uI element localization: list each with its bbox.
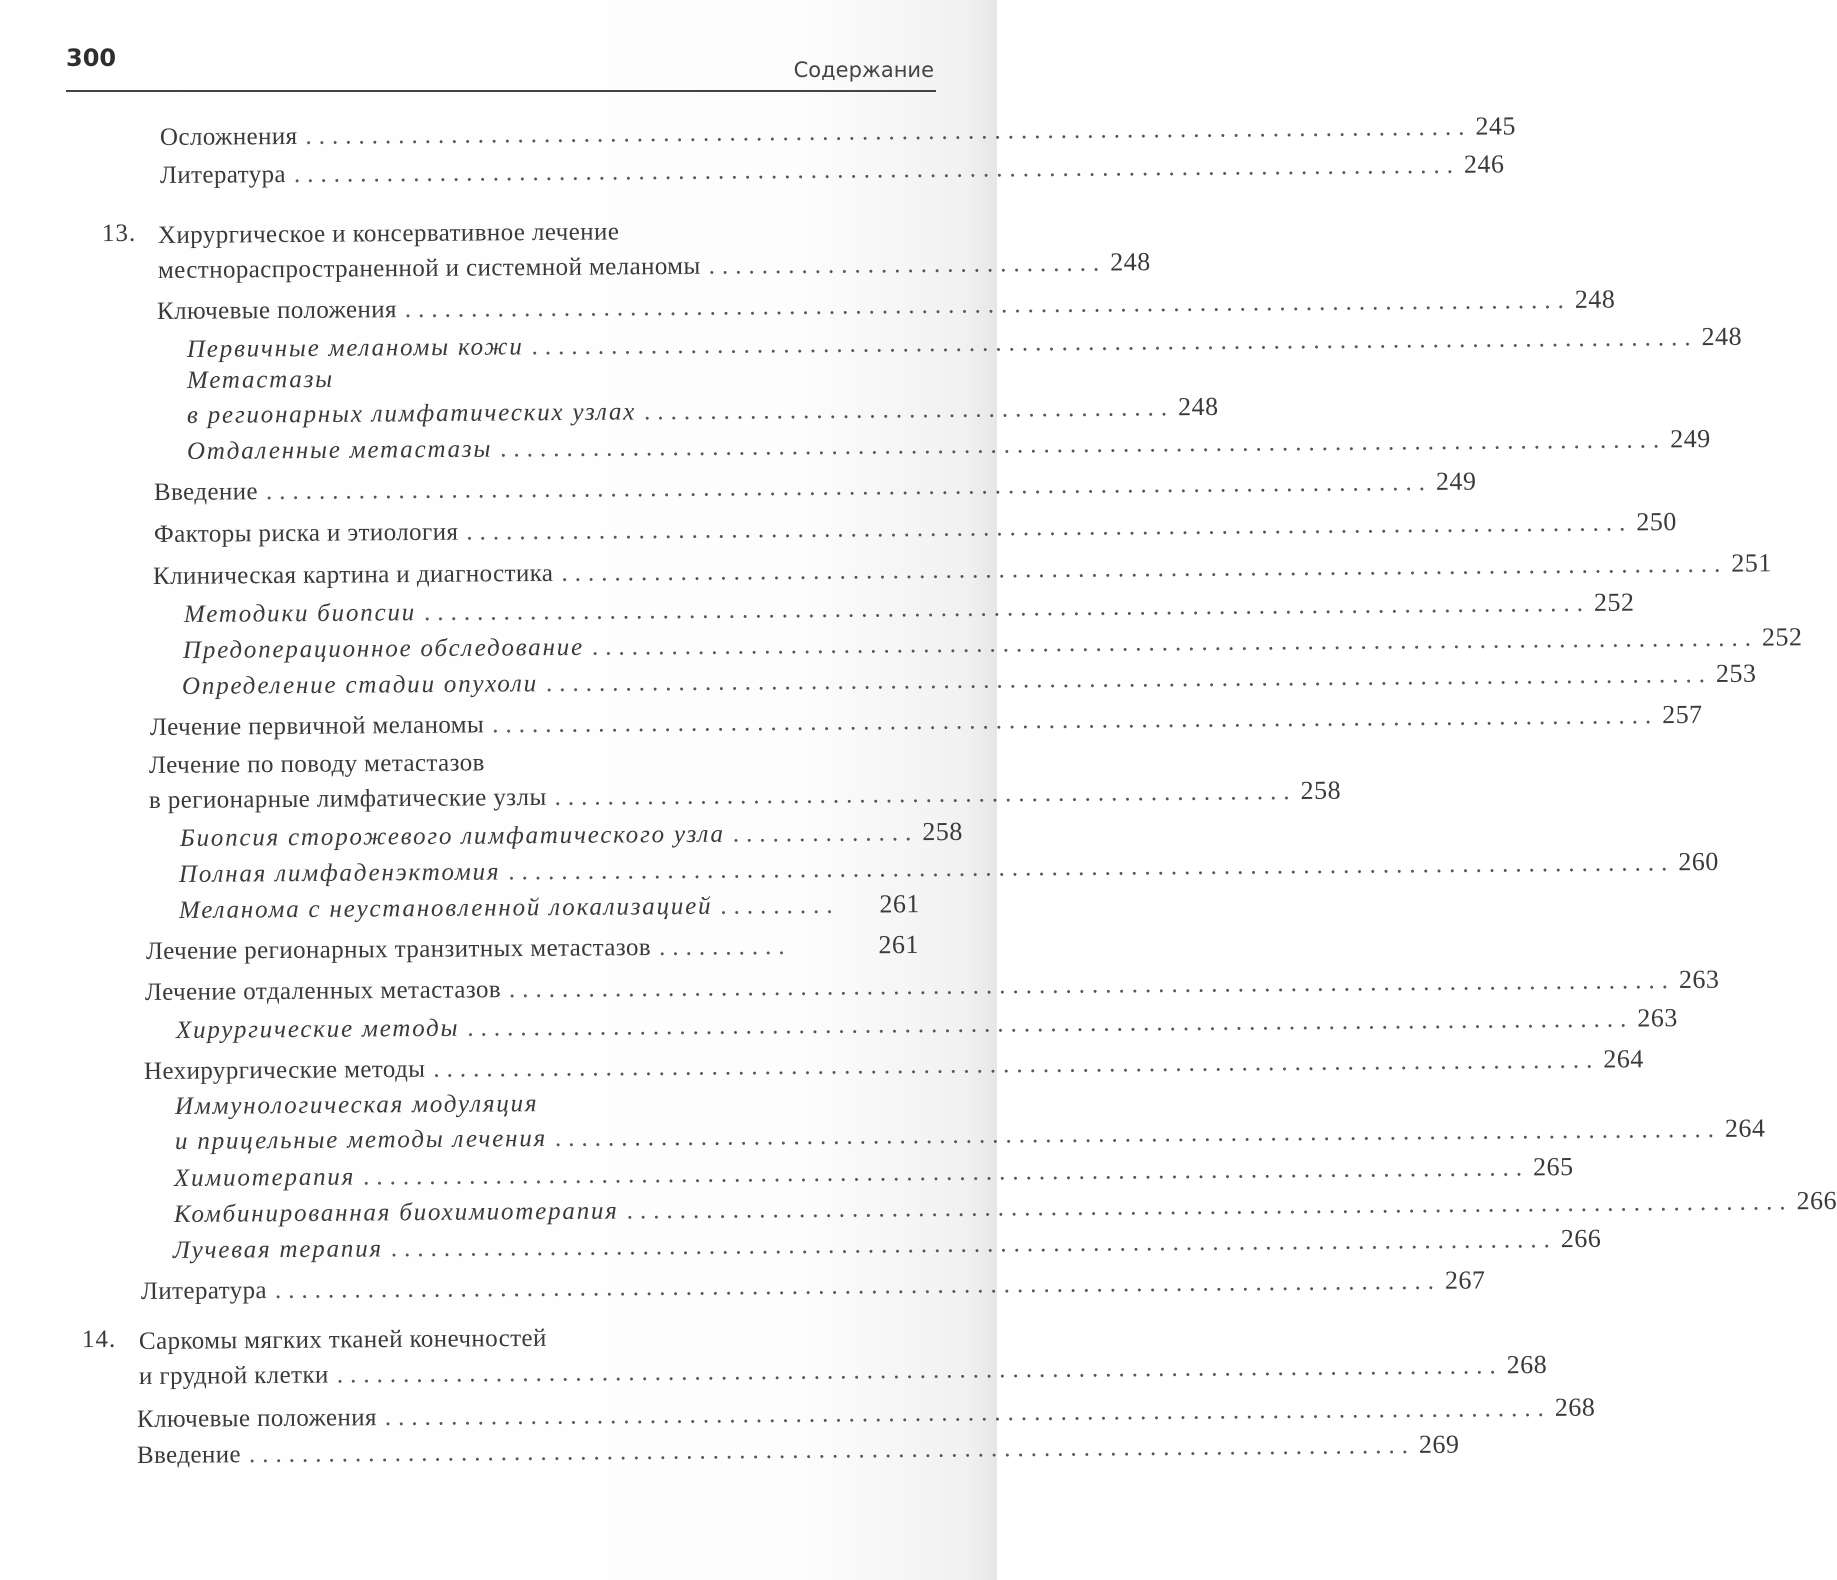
toc-entry-page: 266 (1796, 1185, 1837, 1216)
toc-entry-regional-mets (186, 391, 1219, 434)
toc-entry-clinical (152, 548, 1772, 595)
toc-entry-page: 248 (1701, 321, 1743, 352)
toc-entry-title: Предоперационное обследование (182, 633, 585, 664)
toc-entry-page: 249 (1435, 466, 1477, 496)
toc-entry-title: Отдаленные метастазы (186, 435, 493, 465)
toc-entry-preop (182, 622, 1803, 669)
toc-leader-dots: ........................................................................................ (561, 550, 1728, 587)
toc-leader-dots: ........................................................................................ (423, 589, 1591, 627)
toc-leader-dots: ........................................................................................ (362, 1154, 1530, 1191)
toc-entry-complications (159, 111, 1517, 156)
toc-entry-transit (146, 930, 919, 970)
toc-entry-title: Осложнения (159, 122, 298, 151)
toc-entry-page: 264 (1603, 1044, 1644, 1074)
toc-entry-title-line: Метастазы (186, 365, 335, 394)
toc-leader-dots: ........................................................................................ (390, 1226, 1557, 1263)
toc-leader-dots: ........................................................ (554, 777, 1297, 811)
toc-entry-page: 257 (1662, 699, 1703, 730)
toc-entry-title: Введение (136, 1441, 242, 1469)
toc-entry-primary-skin (186, 321, 1743, 368)
toc-entry-page: 268 (1554, 1392, 1596, 1422)
toc-leader-dots: ........................................................................................ (466, 509, 1633, 546)
toc-entry-title: Факторы риска и этиология (153, 518, 459, 548)
toc-entry-title: Первичные меланомы кожи (186, 333, 524, 363)
toc-leader-dots: ........................................................................................ (248, 1431, 1416, 1469)
toc-leader-dots: ........................................................................................ (293, 151, 1461, 188)
toc-entry-chemo (173, 1152, 1574, 1197)
toc-entry-page: 261 (879, 889, 921, 919)
toc-entry-title: Хирургические методы (175, 1014, 460, 1044)
toc-entry-page: 261 (878, 929, 920, 960)
toc-entry-title: Определение стадии опухоли (181, 670, 539, 700)
toc-leader-dots: ........................................................................................ (492, 702, 1659, 739)
toc-entry-page: 248 (1110, 247, 1151, 277)
toc-entry-page: 258 (1300, 775, 1342, 805)
toc-entry-title: Нехирургические методы (143, 1055, 426, 1085)
toc-entry-page: 250 (1636, 507, 1677, 537)
toc-entry-page: 252 (1761, 622, 1803, 652)
section-title: Содержание (793, 58, 934, 82)
toc-entry-surgical (175, 1003, 1678, 1049)
toc-leader-dots: ........................................................................................ (433, 1046, 1600, 1083)
toc-entry-page: 253 (1715, 658, 1757, 688)
toc-entry-staging (181, 658, 1757, 705)
toc-entry-title: Литература (159, 161, 287, 189)
toc-entry-title: и прицельные методы лечения (174, 1125, 548, 1155)
toc-leader-dots: ......... (720, 891, 840, 920)
chapter-number: 14. (81, 1325, 117, 1354)
toc-entry-page: 263 (1637, 1003, 1678, 1033)
toc-leader-dots: .............................. (708, 249, 1107, 280)
toc-entry-unknown-primary (179, 889, 920, 929)
chapter-title-line: и грудной клетки (138, 1361, 329, 1390)
toc-leader-dots: ........................................................................................ (274, 1267, 1442, 1304)
toc-leader-dots: ........................................................................................ (500, 426, 1667, 463)
toc-leader-dots: .............. (732, 819, 919, 848)
toc-entry-literature (159, 149, 1505, 194)
toc-entry-title: Клиническая картина и диагностика (152, 559, 554, 590)
toc-entry-biochemo (173, 1185, 1837, 1233)
toc-leader-dots: ........................................................................................ (305, 113, 1472, 150)
toc-entry-key-points (136, 1392, 1596, 1438)
toc-entry-intro (136, 1429, 1460, 1474)
toc-entry-page: 267 (1444, 1265, 1486, 1295)
toc-entry-page: 245 (1475, 111, 1517, 141)
toc-entry-page: 246 (1463, 149, 1505, 179)
toc-entry-lymph-mets (148, 775, 1342, 819)
toc-entry-immuno (174, 1113, 1766, 1160)
toc-entry-key-points (156, 284, 1616, 330)
toc-entry-page: 268 (1506, 1349, 1548, 1380)
toc-entry-literature (140, 1265, 1486, 1310)
toc-entry-title: Лечение первичной меланомы (149, 711, 485, 741)
toc-chapter-14 (138, 1349, 1548, 1395)
toc-entry-sentinel (179, 816, 963, 857)
toc-leader-dots: ........................................................................................ (591, 624, 1759, 661)
toc-entry-title: Химиотерапия (173, 1163, 356, 1192)
toc-leader-dots: ........................................................................................ (626, 1188, 1793, 1225)
toc-leader-dots: ........................................................................................ (545, 660, 1713, 698)
toc-entry-title: Лечение регионарных транзитных метастазов (145, 934, 652, 965)
toc-entry-page: 265 (1532, 1152, 1574, 1182)
page-number: 300 (66, 44, 117, 72)
toc-entry-page: 251 (1731, 548, 1772, 578)
toc-entry-page: 269 (1418, 1429, 1460, 1459)
toc-entry-title: в регионарных лимфатических узлах (186, 398, 637, 429)
toc-entry-page: 263 (1678, 964, 1720, 994)
toc-entry-radiation (172, 1223, 1602, 1269)
toc-entry-biopsy (183, 587, 1635, 633)
toc-entry-page: 248 (1177, 391, 1219, 422)
toc-entry-page: 248 (1574, 284, 1616, 314)
toc-entry-page: 266 (1560, 1223, 1602, 1254)
toc-leader-dots: ........................................................................................ (508, 849, 1675, 886)
toc-leader-dots: ........................................................................................ (336, 1352, 1503, 1389)
toc-entry-title: Методики биопсии (183, 599, 417, 628)
toc-entry-page: 249 (1670, 424, 1711, 454)
toc-entry-title: Ключевые положения (136, 1404, 377, 1433)
toc-entry-title: Литература (140, 1277, 268, 1305)
toc-chapter-13 (157, 247, 1151, 289)
toc-leader-dots: .......... (658, 932, 792, 961)
toc-leader-dots: ........................................................................................ (554, 1115, 1722, 1153)
toc-entry-page: 252 (1593, 587, 1635, 617)
toc-leader-dots: ........................................................................................ (265, 468, 1433, 506)
toc-entry-title: Лучевая терапия (172, 1235, 383, 1264)
toc-entry-title-line: Иммунологическая модуляция (174, 1090, 539, 1120)
toc-entry-page: 264 (1724, 1113, 1766, 1143)
toc-entry-intro (153, 466, 1477, 511)
toc-entry-page: 258 (922, 816, 963, 847)
toc-entry-full-lymph (178, 846, 1719, 893)
chapter-title-line: Саркомы мягких тканей конечностей (138, 1324, 547, 1355)
toc-entry-title: Ключевые положения (156, 296, 397, 325)
toc-entry-risk (153, 507, 1677, 553)
chapter-title-line: Хирургическое и консервативное лечение (157, 218, 620, 249)
toc-leader-dots: ........................................................................................ (384, 1394, 1551, 1432)
toc-entry-distant-treatment (144, 964, 1720, 1011)
toc-entry-title: Меланома с неустановленной локализацией (178, 892, 713, 924)
toc-leader-dots: ........................................................................................ (467, 1005, 1634, 1042)
toc-leader-dots: ........................................ (643, 394, 1175, 426)
toc-entry-title-line: Лечение по поводу метастазов (148, 749, 485, 779)
chapter-title-line: местнораспространенной и системной меланомы (157, 252, 701, 284)
chapter-number: 13. (101, 219, 137, 248)
toc-entry-title: Лечение отдаленных метастазов (144, 976, 502, 1006)
toc-entry-primary-treatment (149, 699, 1703, 746)
toc-entry-title: Полная лимфаденэктомия (178, 858, 501, 888)
toc-leader-dots: ........................................................................................ (404, 286, 1571, 324)
toc-entry-title: Биопсия сторожевого лимфатического узла (179, 820, 725, 852)
toc-entry-page: 260 (1678, 846, 1719, 877)
toc-leader-dots: ........................................................................................ (531, 324, 1698, 361)
toc-entry-title: Комбинированная биохимиотерапия (173, 1197, 619, 1228)
toc-entry-title: в регионарные лимфатические узлы (148, 783, 547, 814)
toc-leader-dots: ........................................................................................ (508, 966, 1676, 1004)
toc-entry-nonsurgical (143, 1044, 1644, 1090)
toc-entry-title: Введение (153, 478, 259, 506)
toc-entry-distant-mets (186, 424, 1711, 470)
